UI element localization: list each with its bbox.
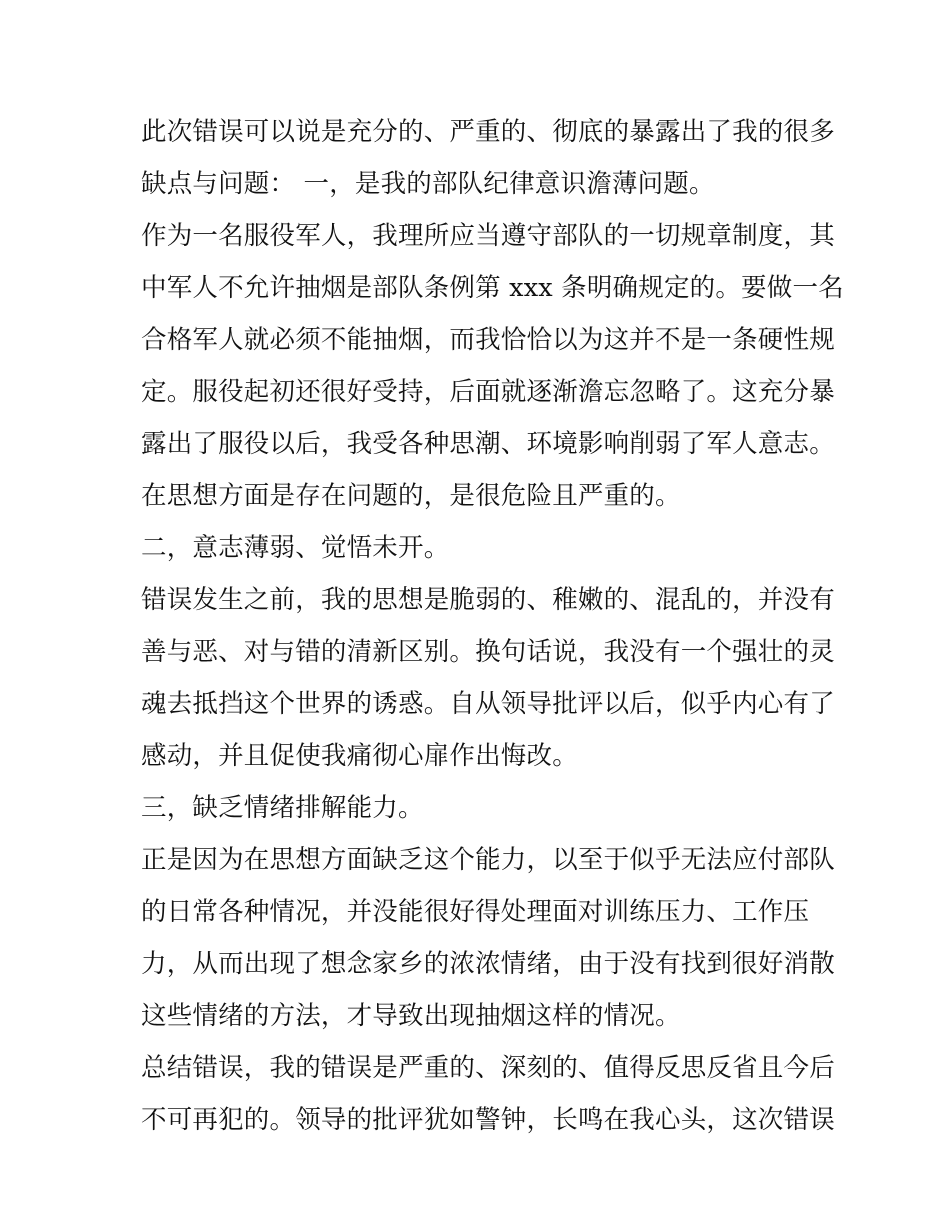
document-body — [141, 106, 844, 1146]
text-line: 合格军人就必须不能抽烟，而我恰恰以为这并不是一条硬性规 — [141, 325, 835, 355]
text-line: 这些情绪的方法，才导致出现抽烟这样的情况。 — [141, 1001, 681, 1031]
text-line: 正是因为在思想方面缺乏这个能力，以至于似乎无法应付部队 — [141, 845, 835, 875]
text-line: 力，从而出现了想念家乡的浓浓情绪，由于没有找到很好消散 — [141, 949, 835, 979]
text-line: 此次错误可以说是充分的、严重的、彻底的暴露出了我的很多 — [141, 117, 835, 147]
section-heading: 三，缺乏情绪排解能力。 — [141, 793, 424, 823]
text-line: 不可再犯的。领导的批评犹如警钟，长鸣在我心头，这次错误 — [141, 1105, 835, 1135]
text-line: 善与恶、对与错的清新区别。换句话说，我没有一个强壮的灵 — [141, 637, 835, 667]
text-line: 在思想方面是存在问题的，是很危险且严重的。 — [141, 481, 681, 511]
text-line: 作为一名服役军人，我理所应当遵守部队的一切规章制度，其 — [141, 221, 835, 251]
text-line: 魂去抵挡这个世界的诱惑。自从领导批评以后，似乎内心有了 — [141, 689, 835, 719]
text-line: 错误发生之前，我的思想是脆弱的、稚嫩的、混乱的，并没有 — [141, 585, 835, 615]
text-line: 的日常各种情况，并没能很好得处理面对训练压力、工作压 — [141, 897, 810, 927]
text-line: 中军人不允许抽烟是部队条例第 xxx 条明确规定的。要做一名 — [141, 273, 844, 303]
text-line: 露出了服役以后，我受各种思潮、环境影响削弱了军人意志。 — [141, 429, 835, 459]
text-line: 总结错误，我的错误是严重的、深刻的、值得反思反省且今后 — [141, 1053, 835, 1083]
section-heading: 二，意志薄弱、觉悟未开。 — [141, 533, 450, 563]
text-line: 定。服役起初还很好受持，后面就逐渐澹忘忽略了。这充分暴 — [141, 377, 835, 407]
text-line: 感动，并且促使我痛彻心扉作出悔改。 — [141, 741, 578, 771]
text-line: 缺点与问题： 一，是我的部队纪律意识澹薄问题。 — [141, 169, 715, 199]
